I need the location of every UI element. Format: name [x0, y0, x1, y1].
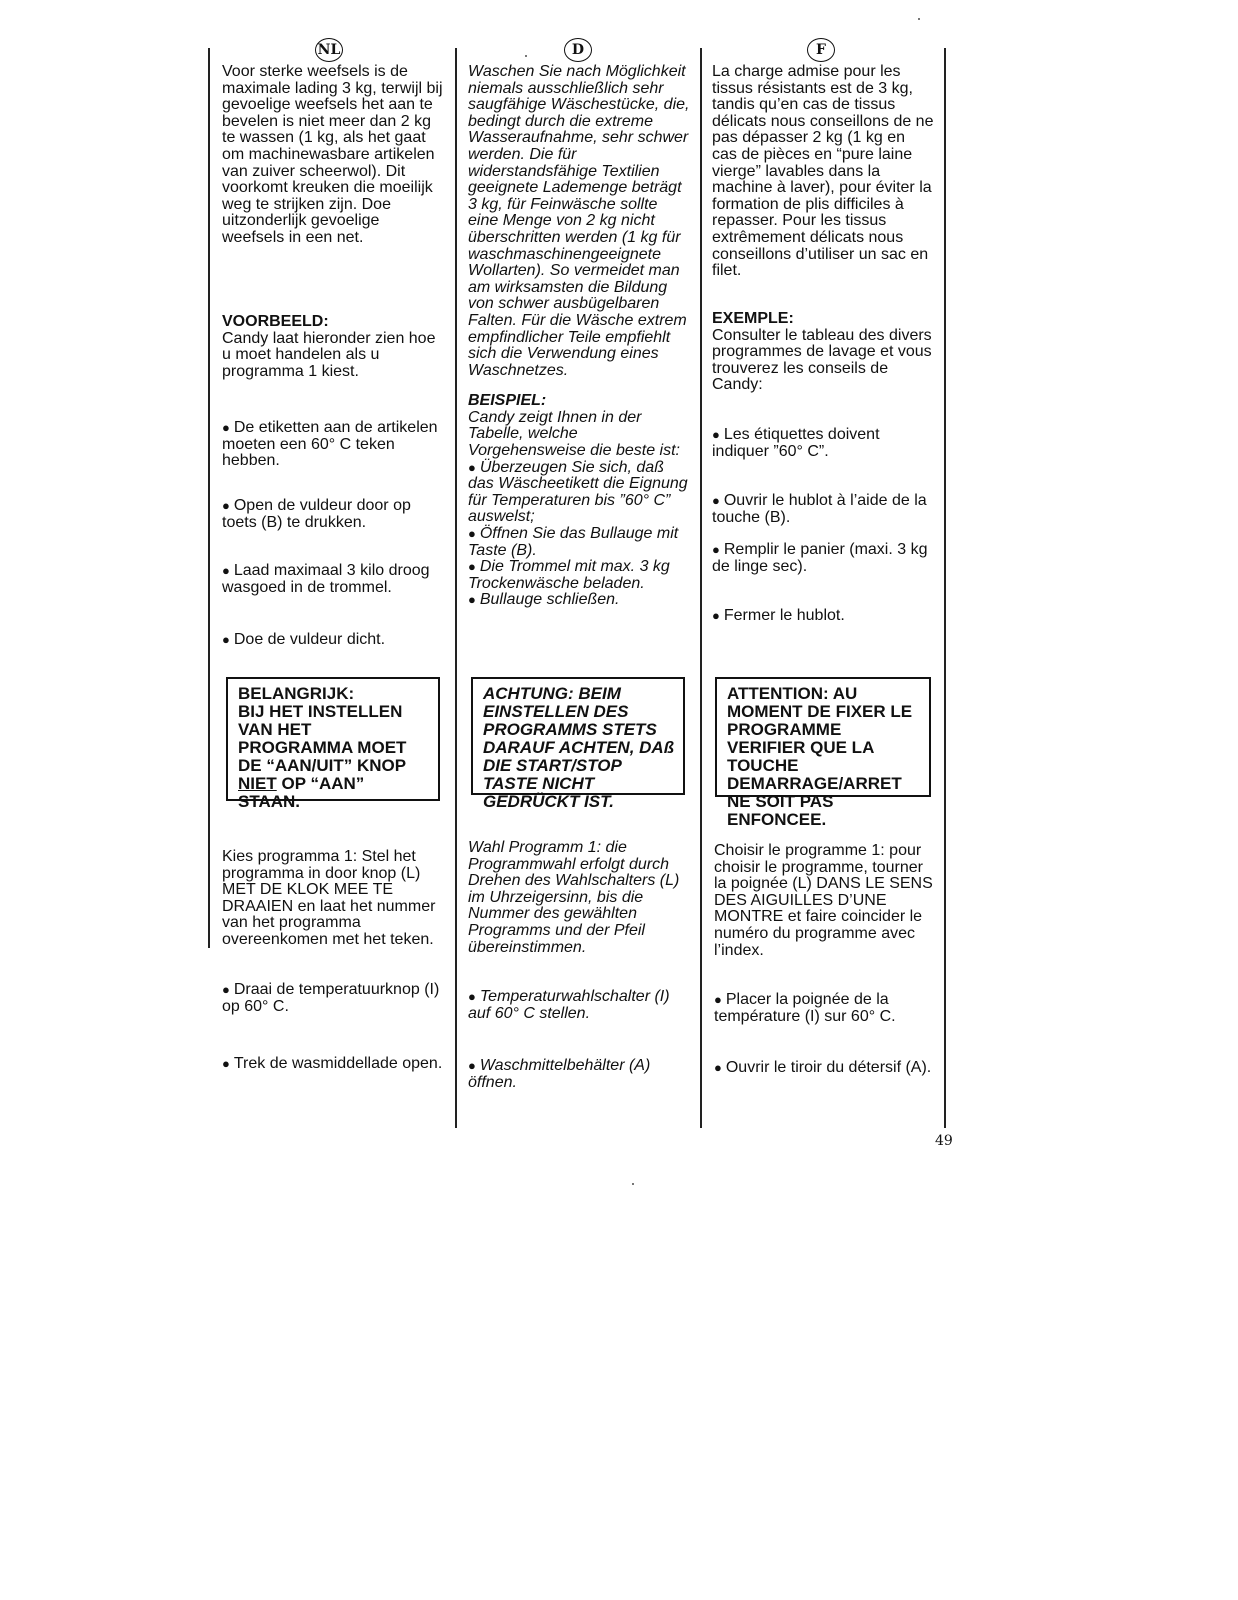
nl-bullet-open-door: ● Open de vuldeur door op toets (B) te drukken. [222, 498, 440, 531]
language-badge-d: D [564, 38, 592, 62]
language-badge-f: F [807, 38, 835, 62]
column-divider-left [208, 48, 210, 948]
nl-bullet-detergent: ● Trek de wasmiddellade open. [222, 1056, 444, 1073]
language-badge-nl: NL [315, 38, 343, 62]
nl-bullet-close-door: ● Doe de vuldeur dicht. [222, 632, 440, 649]
column-de [468, 64, 690, 609]
nl-warning-box [226, 677, 440, 811]
fr-bullet-open-door: ● Ouvrir le hublot à l’aide de la touche (B). [712, 493, 934, 526]
fr-warning-box: ATTENTION: AU MOMENT DE FIXER LE PROGRAMME VERIFIER QUE LA TOUCHE DEMARRAGE/ARRET NE SOIT PAS ENFONCEE. [715, 677, 931, 797]
column-divider-middle [455, 48, 457, 1128]
nl-intro: Voor sterke weefsels is de maximale lading 3 kg, terwijl bij gevoelige weefsels het aan te bevelen is niet meer dan 2 kg te wassen (1 kg, als het gaat om machinewasbare artikelen van zuiver scheerwol). Dit voorkomt kreuken die moeilijk weg te strijken zijn. Doe uitzonderlijk gevoelige weefsels in een net. [222, 63, 443, 246]
de-intro: Waschen Sie nach Möglichkeit niemals ausschließlich sehr saugfähige Wäschestücke, die, bedingt durch die extreme Wasseraufnahme, sehr schwer werden. Die für widerstandsfähige Textilien geeignete Lademenge beträgt 3 kg, für Feinwäsche sollte eine Menge von 2 kg nicht überschritten werden (1 kg für waschmaschinengeeignete Wollarten). So vermeidet man am wirksamsten die Bildung von schwer ausbügelbaren Falten. Für die Wäsche extrem empfindlicher Teile empfiehlt sich die Verwendung eines Waschnetzes. [468, 63, 690, 379]
nl-bullet-temperature: ● Draai de temperatuurknop (I) op 60° C. [222, 982, 444, 1015]
fr-bullet-labels: ● Les étiquettes doivent indiquer ”60° C”. [712, 427, 934, 460]
fr-example-text: Consulter le tableau des divers programmes de lavage et vous trouverez les conseils de Candy: [712, 326, 932, 394]
column-fr [712, 64, 934, 394]
page-number: 49 [935, 1133, 953, 1149]
fr-bullet-temperature: ● Placer la poignée de la température (I) sur 60° C. [714, 992, 936, 1025]
nl-example-text: Candy laat hieronder zien hoe u moet handelen als u programma 1 kiest. [222, 329, 436, 380]
column-nl [222, 64, 444, 380]
nl-bullet-load: ● Laad maximaal 3 kilo droog wasgoed in de trommel. [222, 563, 440, 596]
fr-bullet-detergent: ● Ouvrir le tiroir du détersif (A). [714, 1060, 936, 1077]
de-bullet-close-door: ● Bullauge schließen. [468, 592, 690, 609]
fr-program-text: Choisir le programme 1: pour choisir le programme, tourner la poignée (L) DANS LE SENS DES AIGUILLES D’UNE MONTRE et faire coincider le numéro du programme avec l’index. [714, 842, 933, 959]
de-bullet-load: ● Die Trommel mit max. 3 kg Trockenwäsche beladen. [468, 559, 690, 592]
fr-intro: La charge admise pour les tissus résistants est de 3 kg, tandis qu’en cas de tissus délicats nous conseillons de ne pas dépasser 2 kg (1 kg en cas de pièces en “pure laine vierge” lavables dans la machine à laver), pour éviter la formation de plis difficiles à repasser. Pour les tissus extrêmement délicats nous conseillons d’utiliser un sac en filet. [712, 63, 934, 280]
fr-bullet-load: ● Remplir le panier (maxi. 3 kg de linge sec). [712, 542, 934, 575]
nl-bullet-labels: ● De etiketten aan de artikelen moeten een 60° C teken hebben. [222, 420, 440, 470]
de-bullet-label: ● Überzeugen Sie sich, daß das Wäscheetikett die Eignung für Temperaturen bis ”60° C” auswelst; [468, 460, 690, 526]
fr-example-heading: EXEMPLE: [712, 310, 794, 327]
nl-warning-text-end: OP “AAN” STAAN. [238, 774, 365, 811]
nl-warning-emphasis: NIET [238, 774, 277, 793]
column-divider-right [700, 48, 702, 1128]
nl-warning-title: BELANGRIJK: [238, 684, 355, 703]
column-divider-outer [944, 48, 946, 1128]
de-bullet-open-door: ● Öffnen Sie das Bullauge mit Taste (B). [468, 526, 690, 559]
scan-speck [525, 55, 527, 57]
de-bullet-detergent: ● Waschmittelbehälter (A) öffnen. [468, 1058, 690, 1091]
scan-speck [632, 1183, 634, 1185]
scan-speck [918, 18, 920, 20]
de-bullet-temperature: ● Temperaturwahlschalter (I) auf 60° C stellen. [468, 989, 690, 1022]
nl-example-heading: VOORBEELD: [222, 313, 329, 330]
de-program-text: Wahl Programm 1: die Programmwahl erfolgt durch Drehen des Wahlschalters (L) im Uhrzeigersinn, bis die Nummer des gewählten Programms und der Pfeil übereinstimmen. [468, 839, 680, 956]
de-warning-box: ACHTUNG: BEIM EINSTELLEN DES PROGRAMMS STETS DARAUF ACHTEN, DAß DIE START/STOP TASTE NICHT GEDRÜCKT IST. [471, 677, 685, 795]
de-example-heading: BEISPIEL: [468, 392, 547, 410]
nl-program-text: Kies programma 1: Stel het programma in door knop (L) MET DE KLOK MEE TE DRAAIEN en laat het nummer van het programma overeenkomen met het teken. [222, 848, 436, 948]
nl-warning-text: BIJ HET INSTELLEN VAN HET PROGRAMMA MOET DE “AAN/UIT” KNOP [238, 702, 407, 775]
de-example-text: Candy zeigt Ihnen in der Tabelle, welche Vorgehensweise die beste ist: [468, 408, 680, 460]
fr-bullet-close-door: ● Fermer le hublot. [712, 608, 934, 625]
